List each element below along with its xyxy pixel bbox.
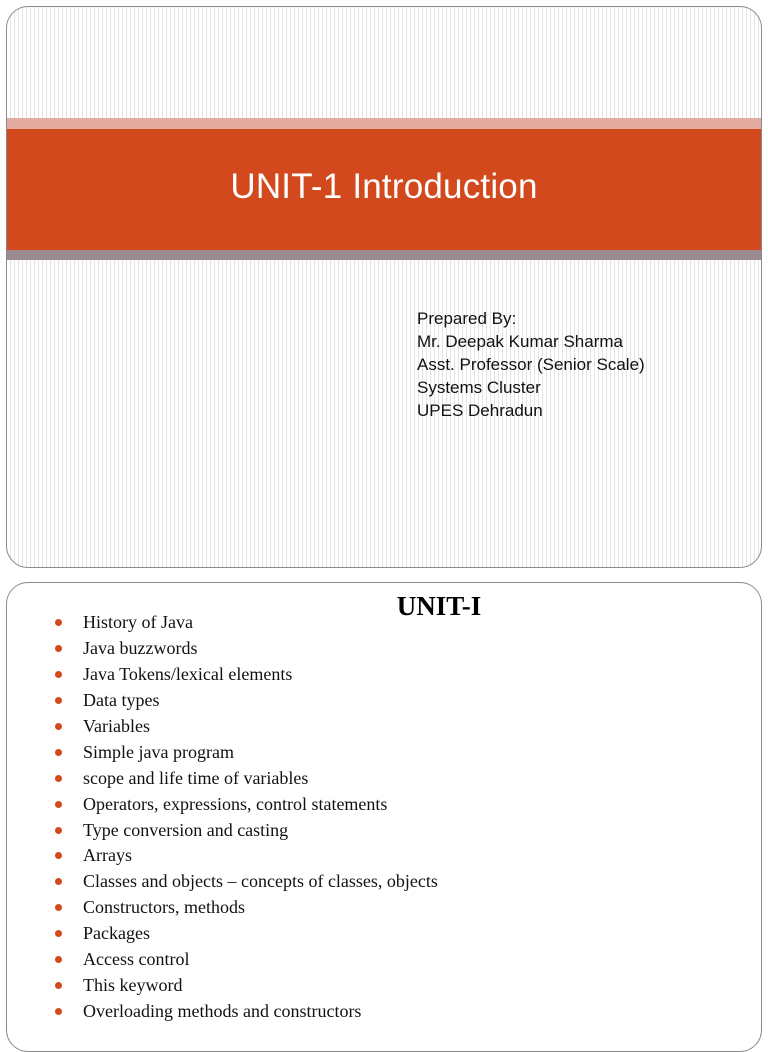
bullet-icon (55, 775, 62, 782)
title-slide (6, 6, 762, 568)
topic-text: Access control (83, 949, 190, 970)
list-item (55, 843, 438, 869)
list-item (55, 998, 438, 1024)
topic-text: Type conversion and casting (83, 819, 289, 840)
list-item (55, 895, 438, 921)
list-item (55, 610, 438, 636)
bullet-icon (55, 852, 62, 859)
prepared-by-label: Prepared By: (417, 309, 517, 328)
topic-list (55, 610, 438, 1024)
list-item (55, 636, 438, 662)
topic-text: Operators, expressions, control statements (83, 793, 388, 814)
bullet-icon (55, 723, 62, 730)
slide-title: UNIT-1 Introduction (230, 166, 538, 206)
bullet-icon (55, 619, 62, 626)
topic-text: History of Java (83, 612, 193, 633)
author-designation: Asst. Professor (Senior Scale) (417, 355, 645, 374)
topics-slide (6, 582, 762, 1052)
bullet-icon (55, 697, 62, 704)
list-item (55, 688, 438, 714)
bullet-icon (55, 827, 62, 834)
author-info (417, 307, 645, 422)
bullet-icon (55, 671, 62, 678)
author-department: Systems Cluster (417, 378, 541, 397)
bullet-icon (55, 982, 62, 989)
topic-text: Java Tokens/lexical elements (83, 664, 293, 685)
list-item (55, 662, 438, 688)
bullet-icon (55, 956, 62, 963)
topic-text: Data types (83, 690, 160, 711)
bullet-icon (55, 878, 62, 885)
list-item (55, 869, 438, 895)
list-item (55, 947, 438, 973)
bullet-icon (55, 1008, 62, 1015)
topic-text: scope and life time of variables (83, 767, 309, 788)
bullet-icon (55, 904, 62, 911)
topic-text: This keyword (83, 974, 183, 995)
bullet-icon (55, 801, 62, 808)
list-item (55, 791, 438, 817)
accent-stripe-top (7, 118, 761, 129)
unit-heading: UNIT-I (396, 591, 482, 621)
topic-text: Constructors, methods (83, 897, 245, 918)
list-item (55, 714, 438, 740)
topic-text: Arrays (83, 845, 132, 866)
bullet-icon (55, 930, 62, 937)
title-banner (7, 129, 761, 250)
list-item (55, 972, 438, 998)
topic-text: Overloading methods and constructors (83, 1000, 362, 1021)
accent-stripe-bottom (7, 250, 761, 260)
topic-text: Classes and objects – concepts of classes, objects (83, 871, 438, 892)
topic-text: Simple java program (83, 741, 234, 762)
author-name: Mr. Deepak Kumar Sharma (417, 332, 623, 351)
topic-text: Packages (83, 923, 150, 944)
topic-text: Variables (83, 716, 150, 736)
author-institution: UPES Dehradun (417, 401, 543, 420)
list-item (55, 765, 438, 791)
bullet-icon (55, 749, 62, 756)
list-item (55, 921, 438, 947)
topic-text: Java buzzwords (83, 638, 198, 659)
bullet-icon (55, 645, 62, 652)
list-item (55, 739, 438, 765)
list-item (55, 817, 438, 843)
